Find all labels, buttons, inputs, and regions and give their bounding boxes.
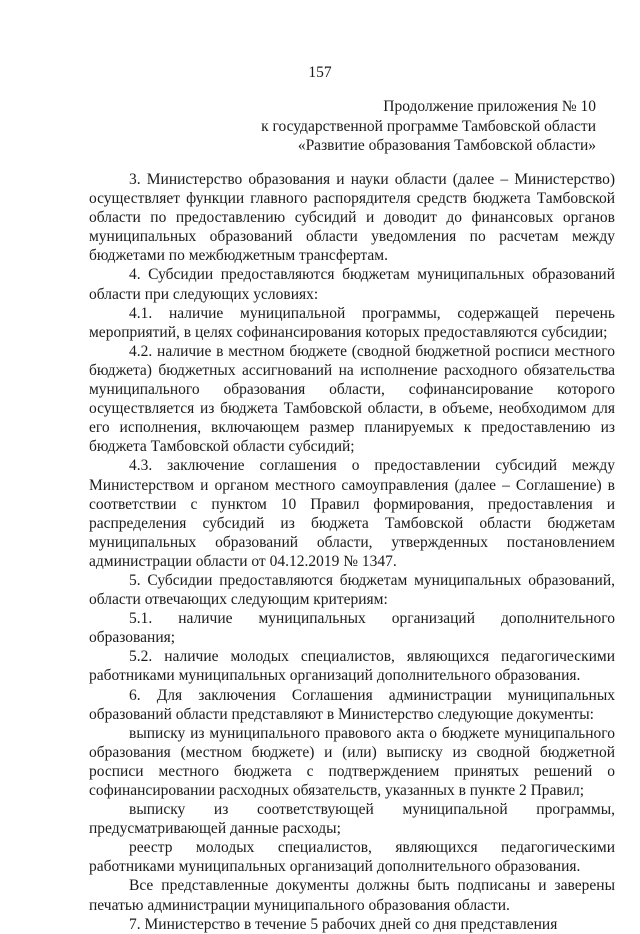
paragraph-4-1: 4.1. наличие муниципальной программы, содержащей перечень мероприятий, в целях софинансирования которых предоставляются субсидии;: [89, 304, 615, 341]
header-line-2: к государственной программе Тамбовской области: [261, 117, 596, 135]
paragraph-4: 4. Субсидии предоставляются бюджетам муниципальных образований области при следующих условиях:: [89, 266, 615, 303]
paragraph-6: 6. Для заключения Соглашения администрации муниципальных образований области представляют в Министерство следующие документы:: [89, 686, 615, 723]
paragraph-4-3: 4.3. заключение соглашения о предоставлении субсидий между Министерством и органом местного самоуправления (далее – Соглашение) в соответствии с пунктом 10 Правил формирования, предоставления и распределения субсидий из бюджета Тамбовской области бюджетам муниципальных образований области, утвержденных постановлением администрации области от 04.12.2019 № 1347.: [89, 457, 615, 570]
paragraph-6-note: Все представленные документы должны быть подписаны и заверены печатью администрации муниципального образования области.: [89, 877, 615, 914]
paragraph-6-item-1: выписку из муниципального правового акта о бюджете муниципального образования (местном бюджете) и (или) выписку из сводной бюджетной росписи местного бюджета с подтверждением принятых решений о софинансировании расходных обязательств, указанных в пункте 2 Правил;: [89, 724, 615, 799]
paragraph-4-2: 4.2. наличие в местном бюджете (сводной бюджетной росписи местного бюджета) бюджетных ассигнований на исполнение расходного обязательства муниципального образования области, софинансирование которого осуществляется из бюджета Тамбовской области, в объеме, необходимом для его исполнения, включающем размер планируемых к предоставлению из бюджета Тамбовской области субсидий;: [89, 342, 615, 456]
paragraph-5-1: 5.1. наличие муниципальных организаций дополнительного образования;: [89, 610, 615, 647]
header-line-3: «Развитие образования Тамбовской области»: [297, 137, 596, 154]
header-line-1: Продолжение приложения № 10: [383, 98, 596, 115]
appendix-header: [261, 97, 596, 156]
paragraph-3: 3. Министерство образования и науки области (далее – Министерство) осуществляет функции главного распорядителя средств бюджета Тамбовской области по предоставлению субсидий и доводит до финансовых органов муниципальных образований области уведомления по расчетам между бюджетами по межбюджетным трансфертам.: [89, 171, 615, 265]
paragraph-5: 5. Субсидии предоставляются бюджетам муниципальных образований, области отвечающих следующим критериям:: [89, 571, 615, 609]
paragraph-5-2: 5.2. наличие молодых специалистов, являющихся педагогическими работниками муниципальных организаций дополнительного образования.: [89, 648, 615, 685]
document-body: [89, 170, 615, 934]
paragraph-7: 7. Министерство в течение 5 рабочих дней со дня представления: [129, 915, 558, 933]
paragraph-6-item-3: реестр молодых специалистов, являющихся педагогическими работниками муниципальных организаций дополнительного образования.: [89, 839, 615, 876]
paragraph-6-item-2: выписку из соответствующей муниципальной программы, предусматривающей данные расходы;: [89, 801, 615, 838]
page-number: 157: [308, 64, 332, 81]
